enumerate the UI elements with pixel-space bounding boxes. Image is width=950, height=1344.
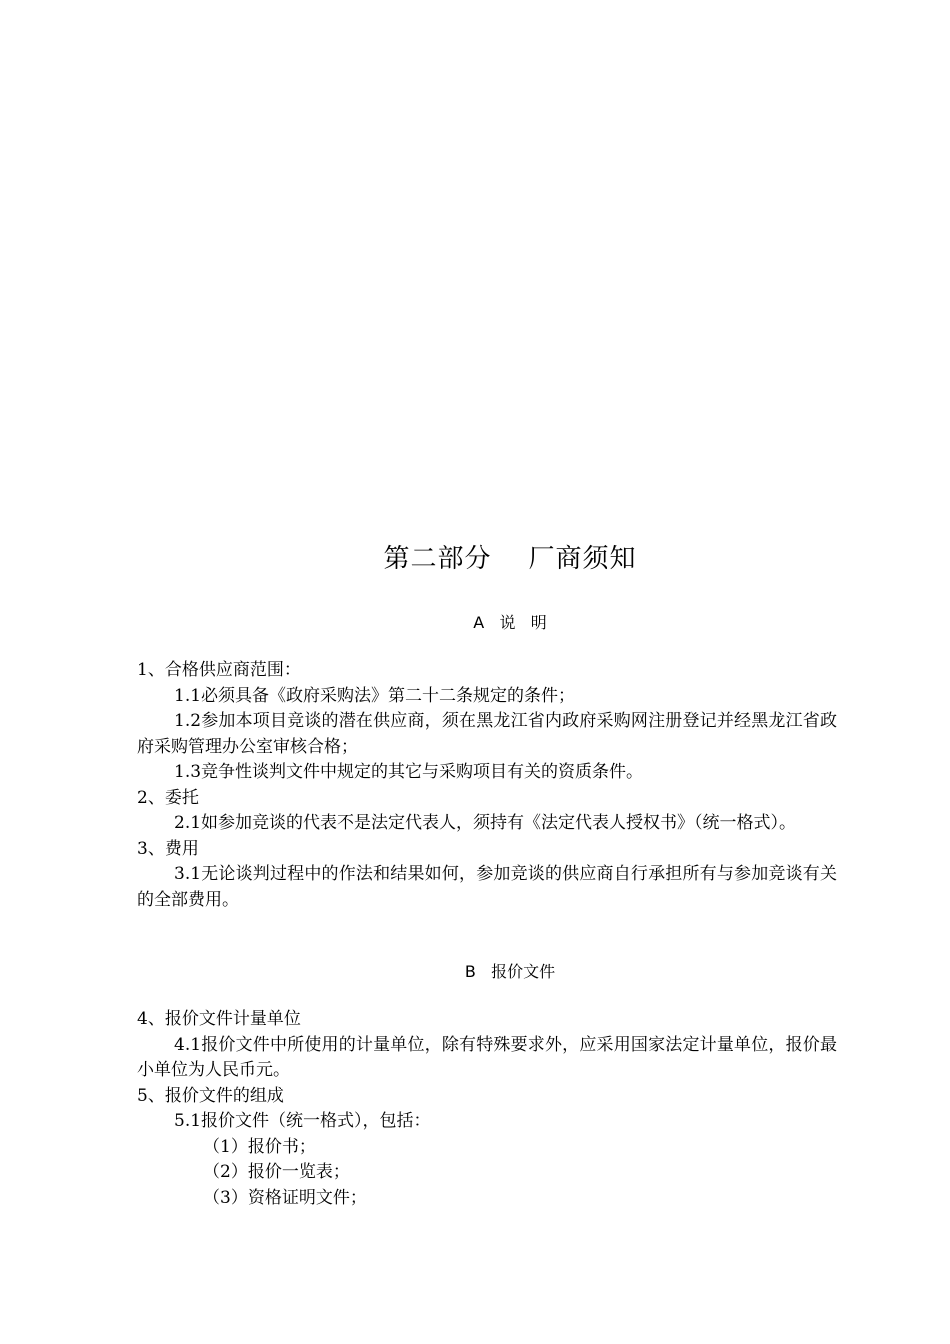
clause-1-heading: 1、合格供应商范围： [137,660,301,680]
clause-5-1: 5.1报价文件（统一格式），包括： [174,1111,431,1131]
clause-5-heading: 5、报价文件的组成 [137,1085,284,1106]
clause-1-1: 1.1必须具备《政府采购法》第二十二条规定的条件； [174,685,576,706]
section-b-heading: B 报价文件 [464,962,556,981]
page-title: 第二部分 厂商须知 [383,544,637,574]
clause-1-2: 1.2参加本项目竞谈的潜在供应商，须在黑龙江省内政府采购网注册登记并经黑龙江省政府采购管理办公室审核合格； [137,711,837,757]
clause-3-1: 3.1无论谈判过程中的作法和结果如何，参加竞谈的供应商自行承担所有与参加竞谈有关的全部费用。 [137,864,837,910]
list-item-1: （1）报价书； [203,1136,316,1157]
clause-2-1: 2.1如参加竞谈的代表不是法定代表人，须持有《法定代表人授权书》（统一格式）。 [174,813,797,833]
clause-1-3: 1.3竞争性谈判文件中规定的其它与采购项目有关的资质条件。 [174,762,644,782]
list-item-2: （2）报价一览表； [203,1162,350,1182]
clause-3-heading: 3、费用 [137,838,199,859]
section-a-heading: A 说 明 [473,613,547,632]
section-a-body [137,658,837,913]
clause-4-heading: 4、报价文件计量单位 [137,1009,301,1029]
clause-2-heading: 2、委托 [137,787,199,808]
list-item-3: （3）资格证明文件； [203,1187,367,1208]
section-b-body [137,1007,837,1211]
clause-4-1: 4.1报价文件中所使用的计量单位，除有特殊要求外，应采用国家法定计量单位，报价最小单位为人民币元。 [137,1034,837,1080]
